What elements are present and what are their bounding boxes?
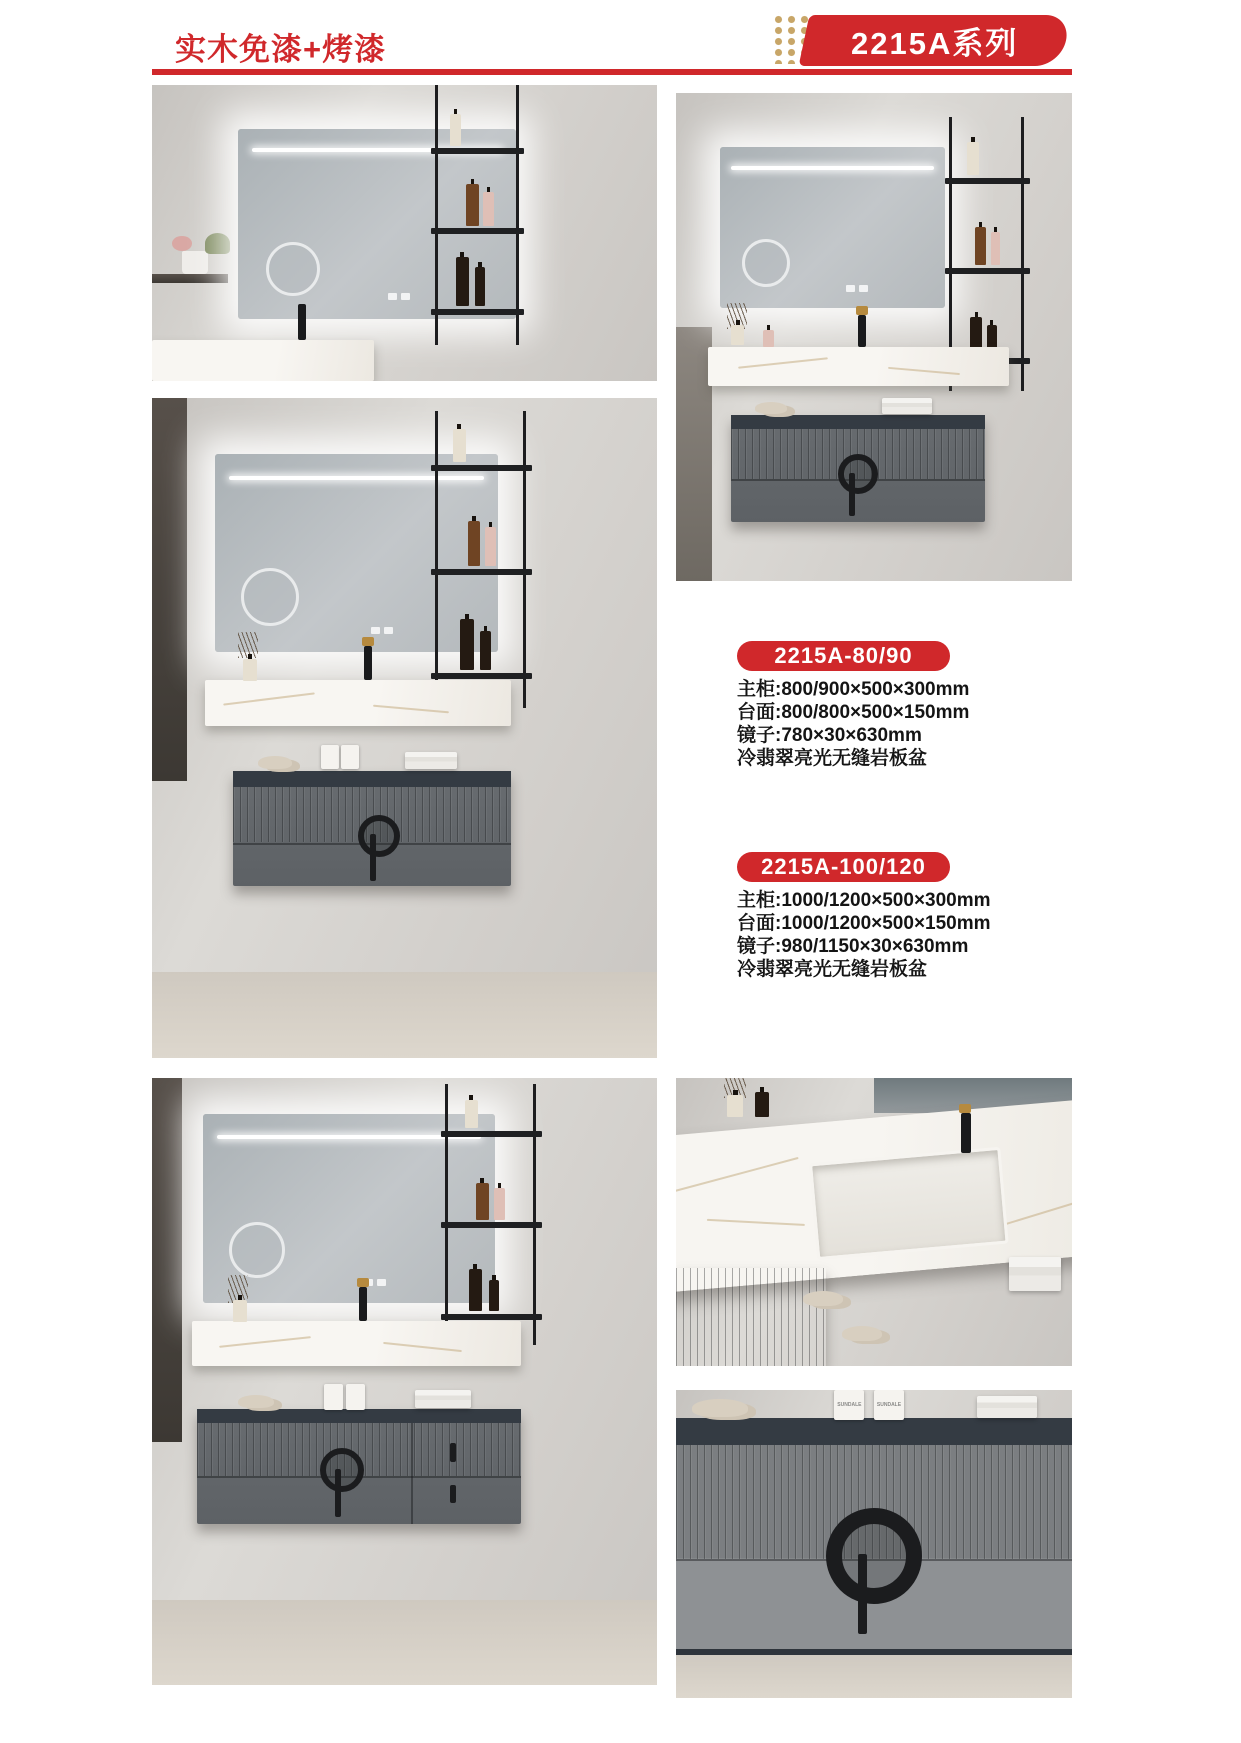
- spec-line: 镜子:780×30×630mm: [737, 725, 922, 746]
- marble-vein: [1002, 1201, 1072, 1226]
- cabinet-handle: [838, 454, 878, 494]
- cabinet-handle: [358, 815, 400, 857]
- shelf-board: [431, 228, 524, 234]
- cabinet-top: [731, 415, 984, 429]
- spec-line: 主柜:800/900×500×300mm: [737, 679, 970, 700]
- towels: [1009, 1257, 1061, 1291]
- shelf-board: [431, 673, 532, 679]
- spec-line: 台面:800/800×500×150mm: [737, 702, 970, 723]
- towels: [405, 752, 457, 769]
- photo-mirror-shelf: [152, 85, 657, 381]
- led-strip: [731, 166, 934, 170]
- spec-list-100-120: [737, 889, 1037, 981]
- shelf-board: [441, 1222, 542, 1228]
- wall-shelf: [435, 411, 526, 708]
- drawer-seam-vertical: [411, 1423, 413, 1524]
- bottle: [468, 521, 481, 566]
- canister: [341, 745, 359, 769]
- faucet: [359, 1287, 367, 1321]
- faucet: [298, 304, 306, 340]
- marble-vein: [707, 1219, 805, 1226]
- shelf-rail: [523, 411, 526, 708]
- canister: [321, 745, 339, 769]
- canister-label: SUNDALE: [876, 1402, 902, 1408]
- bottle: [755, 1092, 769, 1117]
- cabinet-handle: [320, 1448, 364, 1492]
- magnifying-mirror: [266, 242, 320, 296]
- floor: [152, 1600, 657, 1685]
- diffuser-bottle: [243, 659, 257, 681]
- vanity-cabinet: [676, 1268, 826, 1366]
- drawer-knob: [450, 1485, 456, 1503]
- model-label: 2215A-100/120: [761, 854, 926, 879]
- magnifying-mirror: [229, 1222, 285, 1278]
- shelf-board: [431, 465, 532, 471]
- spec-line: 镜子:980/1150×30×630mm: [737, 936, 969, 957]
- shelf-rail: [1021, 117, 1024, 390]
- cabinet-top: [233, 771, 511, 787]
- bottle: [494, 1188, 505, 1219]
- bottle: [469, 1269, 483, 1311]
- spec-line: 冷翡翠亮光无缝岩板盆: [737, 748, 928, 769]
- faucet: [961, 1113, 971, 1153]
- slippers: [755, 402, 787, 414]
- wall-shelf: [435, 85, 518, 345]
- bottle: [975, 227, 986, 265]
- diffuser-bottle: [727, 1095, 743, 1117]
- shelf-board: [431, 148, 524, 154]
- countertop: [152, 340, 374, 381]
- photo-vanity-set-large: [152, 398, 657, 1058]
- bottle: [480, 631, 491, 670]
- photo-countertop-closeup: [676, 1078, 1072, 1366]
- diffuser-bottle: [731, 325, 744, 345]
- canister: [324, 1384, 343, 1410]
- cabinet-handle-stem: [335, 1469, 341, 1517]
- bottle: [460, 619, 474, 669]
- slippers: [258, 756, 292, 769]
- countertop: [192, 1321, 520, 1367]
- spec-list-80-90: [737, 678, 1037, 770]
- floor: [676, 1655, 1072, 1698]
- model-badge-100-120: [737, 852, 950, 882]
- magnifying-mirror: [241, 568, 299, 626]
- slippers: [842, 1326, 882, 1341]
- cabinet-front: [676, 1445, 1072, 1654]
- marble-vein: [738, 358, 828, 369]
- towels: [882, 398, 932, 414]
- marble-vein: [888, 367, 960, 375]
- category-title: 实木免漆+烤漆: [175, 32, 387, 67]
- series-banner: [799, 15, 1072, 66]
- bottle: [475, 267, 486, 306]
- photo-vanity-set-large-2: [152, 1078, 657, 1685]
- marble-vein: [373, 704, 449, 713]
- bottle: [991, 232, 1001, 265]
- wall-niche: [152, 1078, 182, 1442]
- shelf-board: [431, 309, 524, 315]
- spec-line: 冷翡翠亮光无缝岩板盆: [737, 959, 928, 980]
- canister: [874, 1390, 904, 1420]
- marble-vein: [219, 1336, 311, 1348]
- slippers: [692, 1399, 748, 1417]
- vanity-cabinet: [731, 415, 984, 522]
- faucet: [858, 315, 866, 347]
- canister-label: SUNDALE: [837, 1402, 862, 1408]
- shelf-board: [431, 569, 532, 575]
- cabinet-handle-stem: [370, 834, 376, 880]
- plant: [205, 233, 230, 254]
- wall-niche: [152, 398, 187, 781]
- marble-vein: [676, 1157, 799, 1193]
- magnifying-mirror: [742, 239, 790, 287]
- wall-niche: [676, 327, 712, 581]
- canister: [834, 1390, 864, 1420]
- cabinet-top: [197, 1409, 520, 1423]
- bottle: [456, 257, 469, 306]
- bottle: [485, 527, 496, 566]
- bottle: [967, 142, 978, 175]
- flowers: [172, 236, 192, 251]
- cabinet-handle-stem: [858, 1554, 867, 1634]
- shelf-rail: [533, 1084, 536, 1345]
- photo-vanity-set-small: [676, 93, 1072, 581]
- marble-vein: [224, 693, 315, 706]
- series-banner-label: 2215A系列: [851, 26, 1019, 61]
- plant-pot: [182, 251, 207, 275]
- spec-line: 台面:1000/1200×500×150mm: [737, 913, 991, 934]
- faucet: [364, 646, 372, 680]
- vanity-cabinet: [233, 771, 511, 887]
- header-divider: [152, 69, 1072, 75]
- canister: [346, 1384, 365, 1410]
- bottle: [450, 114, 462, 147]
- cabinet-top-surface: [676, 1418, 1072, 1446]
- countertop: [205, 680, 511, 726]
- vanity-cabinet: [197, 1409, 520, 1524]
- bottle: [453, 429, 466, 462]
- mirror-touch-icons: [371, 627, 393, 634]
- slippers: [803, 1291, 843, 1306]
- bottle: [483, 192, 494, 226]
- cabinet-handle: [826, 1508, 922, 1604]
- spec-line: 主柜:1000/1200×500×300mm: [737, 890, 991, 911]
- shelf-board: [441, 1314, 542, 1320]
- countertop: [708, 347, 1009, 386]
- slippers: [238, 1395, 274, 1408]
- bottle: [465, 1100, 478, 1129]
- cabinet-handle-stem: [849, 473, 855, 516]
- photo-cabinet-closeup: [676, 1390, 1072, 1698]
- shelf-board: [945, 178, 1030, 184]
- bottle: [489, 1280, 500, 1311]
- shelf-rail: [435, 411, 438, 708]
- bottle: [466, 184, 478, 226]
- model-badge-80-90: [737, 641, 950, 671]
- mirror-touch-icons: [388, 293, 410, 300]
- wall-shelf: [445, 1084, 536, 1345]
- towels: [977, 1396, 1037, 1418]
- mirror-touch-icons: [846, 285, 868, 292]
- bottle: [476, 1183, 489, 1220]
- shelf-board: [945, 268, 1030, 274]
- led-mirror: [720, 147, 946, 308]
- marble-vein: [383, 1342, 462, 1352]
- sink-basin: [809, 1148, 1009, 1261]
- shelf-rail: [445, 1084, 448, 1345]
- drawer-knob: [450, 1443, 456, 1461]
- diffuser-bottle: [233, 1300, 247, 1322]
- perfume-bottle: [763, 330, 774, 347]
- wall-ledge: [152, 274, 228, 283]
- shelf-board: [441, 1131, 542, 1137]
- floor: [152, 972, 657, 1058]
- model-label: 2215A-80/90: [774, 643, 913, 668]
- towels: [415, 1390, 471, 1408]
